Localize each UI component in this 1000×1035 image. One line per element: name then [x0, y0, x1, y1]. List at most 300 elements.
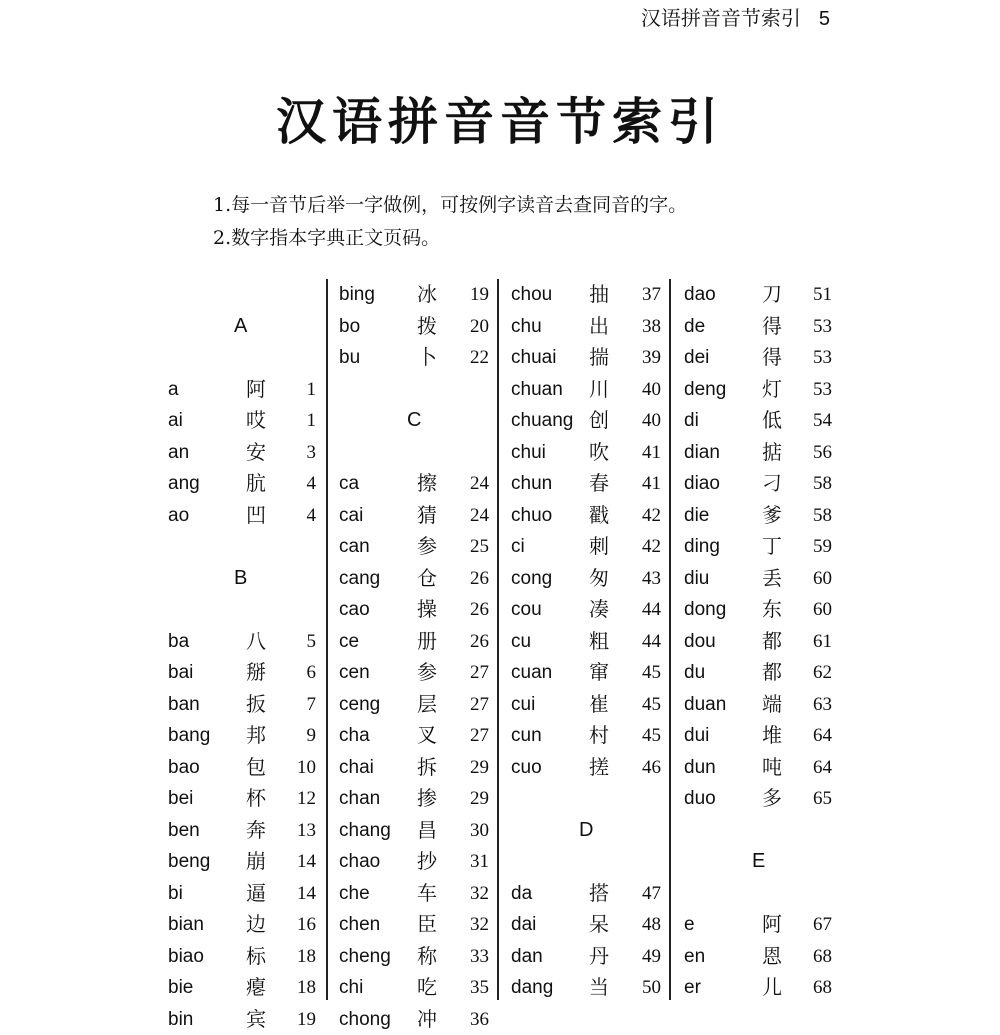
index-entry: [168, 972, 316, 1004]
index-entry: [168, 909, 316, 941]
index-column-1: [168, 279, 316, 1035]
syllable-pinyin: dou: [684, 626, 716, 658]
example-character: 吃: [417, 972, 437, 1004]
example-character: 恩: [762, 941, 782, 973]
page-reference: 32: [470, 878, 489, 910]
index-entry: [168, 405, 316, 437]
index-entry: [684, 311, 832, 343]
index-entry: [168, 752, 316, 784]
example-character: 刺: [589, 531, 609, 563]
page-reference: 32: [470, 909, 489, 941]
index-entry: [684, 437, 832, 469]
example-character: 擦: [417, 468, 437, 500]
syllable-pinyin: cha: [339, 720, 370, 752]
syllable-pinyin: en: [684, 941, 705, 973]
page-reference: 61: [813, 626, 832, 658]
example-character: 抽: [589, 279, 609, 311]
section-letter: C: [407, 405, 421, 437]
index-entry: [511, 531, 661, 563]
example-character: 窜: [589, 657, 609, 689]
syllable-pinyin: de: [684, 311, 705, 343]
spacer-row: [684, 815, 832, 847]
example-character: 崩: [246, 846, 266, 878]
syllable-pinyin: cai: [339, 500, 363, 532]
index-entry: [168, 626, 316, 658]
example-character: 得: [762, 311, 782, 343]
page-reference: 5: [307, 626, 317, 658]
example-character: 川: [589, 374, 609, 406]
index-entry: [511, 563, 661, 595]
spacer-row: [168, 531, 316, 563]
syllable-pinyin: dong: [684, 594, 726, 626]
example-character: 叉: [417, 720, 437, 752]
index-entry: [511, 657, 661, 689]
page-reference: 64: [813, 720, 832, 752]
index-entry: [168, 374, 316, 406]
syllable-pinyin: bie: [168, 972, 193, 1004]
page-reference: 42: [642, 531, 661, 563]
index-column-4: [684, 279, 832, 1004]
example-character: 扳: [246, 689, 266, 721]
example-character: 拨: [417, 311, 437, 343]
page-reference: 68: [813, 941, 832, 973]
index-entry: [168, 783, 316, 815]
page-reference: 6: [307, 657, 317, 689]
page-reference: 44: [642, 594, 661, 626]
page-reference: 16: [297, 909, 316, 941]
page-reference: 22: [470, 342, 489, 374]
index-entry: [684, 374, 832, 406]
example-character: 丹: [589, 941, 609, 973]
syllable-pinyin: chan: [339, 783, 380, 815]
page-reference: 9: [307, 720, 317, 752]
note-1: 1.每一音节后举一字做例，可按例字读音去查同音的字。: [213, 190, 687, 217]
syllable-pinyin: da: [511, 878, 532, 910]
page-reference: 25: [470, 531, 489, 563]
syllable-pinyin: duo: [684, 783, 716, 815]
page-reference: 38: [642, 311, 661, 343]
syllable-pinyin: chong: [339, 1004, 391, 1035]
example-character: 阿: [762, 909, 782, 941]
page-reference: 60: [813, 594, 832, 626]
index-entry: [511, 909, 661, 941]
syllable-pinyin: chai: [339, 752, 374, 784]
index-entry: [339, 752, 489, 784]
page-reference: 33: [470, 941, 489, 973]
spacer-row: [339, 437, 489, 469]
index-column-2: [339, 279, 489, 1035]
page-reference: 36: [470, 1004, 489, 1035]
page-reference: 24: [470, 468, 489, 500]
example-character: 操: [417, 594, 437, 626]
index-entry: [339, 720, 489, 752]
syllable-pinyin: ca: [339, 468, 359, 500]
syllable-pinyin: die: [684, 500, 709, 532]
example-character: 多: [762, 783, 782, 815]
index-entry: [684, 783, 832, 815]
index-entry: [168, 815, 316, 847]
page-reference: 49: [642, 941, 661, 973]
syllable-pinyin: dei: [684, 342, 709, 374]
index-entry: [684, 563, 832, 595]
page-reference: 44: [642, 626, 661, 658]
syllable-pinyin: biao: [168, 941, 204, 973]
index-entry: [339, 941, 489, 973]
page-reference: 58: [813, 468, 832, 500]
example-character: 车: [417, 878, 437, 910]
page-reference: 3: [307, 437, 317, 469]
page-reference: 67: [813, 909, 832, 941]
example-character: 搓: [589, 752, 609, 784]
page-reference: 63: [813, 689, 832, 721]
syllable-pinyin: che: [339, 878, 370, 910]
section-letter: B: [234, 563, 247, 595]
index-entry: [684, 752, 832, 784]
syllable-pinyin: bao: [168, 752, 200, 784]
syllable-pinyin: dang: [511, 972, 553, 1004]
page-reference: 27: [470, 689, 489, 721]
example-character: 吨: [762, 752, 782, 784]
example-character: 层: [417, 689, 437, 721]
page-reference: 14: [297, 878, 316, 910]
example-character: 戳: [589, 500, 609, 532]
syllable-pinyin: chuo: [511, 500, 552, 532]
example-character: 阿: [246, 374, 266, 406]
page-reference: 40: [642, 405, 661, 437]
syllable-pinyin: ding: [684, 531, 720, 563]
syllable-pinyin: cuan: [511, 657, 552, 689]
index-entry: [684, 342, 832, 374]
spacer-row: [168, 342, 316, 374]
page-reference: 35: [470, 972, 489, 1004]
syllable-pinyin: dian: [684, 437, 720, 469]
index-entry: [339, 846, 489, 878]
syllable-pinyin: dan: [511, 941, 543, 973]
example-character: 标: [246, 941, 266, 973]
example-character: 包: [246, 752, 266, 784]
syllable-pinyin: chui: [511, 437, 546, 469]
example-character: 卜: [417, 342, 437, 374]
page-reference: 45: [642, 657, 661, 689]
page-reference: 4: [307, 500, 317, 532]
note-2: 2.数字指本字典正文页码。: [213, 223, 440, 250]
example-character: 搭: [589, 878, 609, 910]
index-entry: [339, 279, 489, 311]
page-title: 汉语拼音音节索引: [0, 82, 1000, 154]
index-entry: [168, 657, 316, 689]
example-character: 都: [762, 626, 782, 658]
syllable-pinyin: beng: [168, 846, 210, 878]
page-reference: 26: [470, 563, 489, 595]
spacer-row: [511, 846, 661, 878]
column-divider: [497, 279, 499, 1000]
example-character: 参: [417, 657, 437, 689]
syllable-pinyin: diu: [684, 563, 709, 595]
page-reference: 4: [307, 468, 317, 500]
syllable-pinyin: bian: [168, 909, 204, 941]
page-reference: 41: [642, 468, 661, 500]
index-entry: [511, 500, 661, 532]
page-reference: 20: [470, 311, 489, 343]
syllable-pinyin: e: [684, 909, 695, 941]
index-entry: [168, 437, 316, 469]
page-reference: 19: [470, 279, 489, 311]
page-reference: 19: [297, 1004, 316, 1035]
syllable-pinyin: dui: [684, 720, 709, 752]
page-reference: 53: [813, 342, 832, 374]
page-reference: 13: [297, 815, 316, 847]
page-reference: 1: [307, 405, 317, 437]
syllable-pinyin: ai: [168, 405, 183, 437]
section-heading: [511, 815, 661, 847]
section-letter: A: [234, 311, 247, 343]
index-entry: [511, 752, 661, 784]
index-entry: [511, 689, 661, 721]
page-reference: 18: [297, 941, 316, 973]
index-entry: [339, 563, 489, 595]
syllable-pinyin: diao: [684, 468, 720, 500]
index-entry: [168, 500, 316, 532]
page-reference: 45: [642, 689, 661, 721]
syllable-pinyin: bei: [168, 783, 193, 815]
syllable-pinyin: ban: [168, 689, 200, 721]
index-entry: [684, 689, 832, 721]
syllable-pinyin: chou: [511, 279, 552, 311]
index-entry: [684, 909, 832, 941]
syllable-pinyin: ben: [168, 815, 200, 847]
example-character: 崔: [589, 689, 609, 721]
page-reference: 50: [642, 972, 661, 1004]
page-reference: 29: [470, 783, 489, 815]
example-character: 丁: [762, 531, 782, 563]
example-character: 春: [589, 468, 609, 500]
index-entry: [168, 941, 316, 973]
example-character: 吹: [589, 437, 609, 469]
example-character: 肮: [246, 468, 266, 500]
example-character: 丢: [762, 563, 782, 595]
example-character: 端: [762, 689, 782, 721]
page-reference: 30: [470, 815, 489, 847]
page-reference: 14: [297, 846, 316, 878]
spacer-row: [339, 374, 489, 406]
index-entry: [339, 972, 489, 1004]
page-reference: 43: [642, 563, 661, 595]
example-character: 瘪: [246, 972, 266, 1004]
syllable-pinyin: ba: [168, 626, 189, 658]
index-entry: [339, 311, 489, 343]
example-character: 凹: [246, 500, 266, 532]
index-entry: [168, 1004, 316, 1035]
page-reference: 40: [642, 374, 661, 406]
page-reference: 62: [813, 657, 832, 689]
page-reference: 7: [307, 689, 317, 721]
page-reference: 47: [642, 878, 661, 910]
index-entry: [168, 846, 316, 878]
index-entry: [684, 972, 832, 1004]
syllable-pinyin: chuang: [511, 405, 573, 437]
syllable-pinyin: bo: [339, 311, 360, 343]
example-character: 灯: [762, 374, 782, 406]
example-character: 爹: [762, 500, 782, 532]
syllable-pinyin: chao: [339, 846, 380, 878]
page-reference: 1: [307, 374, 317, 406]
syllable-pinyin: bai: [168, 657, 193, 689]
index-entry: [339, 689, 489, 721]
spacer-row: [511, 783, 661, 815]
page-reference: 68: [813, 972, 832, 1004]
page-reference: 45: [642, 720, 661, 752]
example-character: 仓: [417, 563, 437, 595]
example-character: 猜: [417, 500, 437, 532]
syllable-pinyin: di: [684, 405, 699, 437]
syllable-pinyin: chuai: [511, 342, 556, 374]
page-reference: 53: [813, 311, 832, 343]
example-character: 揣: [589, 342, 609, 374]
syllable-pinyin: a: [168, 374, 179, 406]
section-heading: [168, 563, 316, 595]
syllable-pinyin: dao: [684, 279, 716, 311]
index-entry: [511, 941, 661, 973]
example-character: 安: [246, 437, 266, 469]
example-character: 出: [589, 311, 609, 343]
example-character: 宾: [246, 1004, 266, 1035]
syllable-pinyin: bing: [339, 279, 375, 311]
example-character: 称: [417, 941, 437, 973]
index-entry: [511, 437, 661, 469]
syllable-pinyin: dun: [684, 752, 716, 784]
example-character: 匆: [589, 563, 609, 595]
spacer-row: [684, 878, 832, 910]
example-character: 凑: [589, 594, 609, 626]
page-reference: 56: [813, 437, 832, 469]
example-character: 冲: [417, 1004, 437, 1035]
index-entry: [339, 657, 489, 689]
index-entry: [684, 657, 832, 689]
syllable-pinyin: bi: [168, 878, 183, 910]
syllable-pinyin: cui: [511, 689, 535, 721]
index-entry: [511, 594, 661, 626]
example-character: 参: [417, 531, 437, 563]
index-entry: [339, 594, 489, 626]
syllable-pinyin: ceng: [339, 689, 380, 721]
column-divider: [669, 279, 671, 1000]
syllable-pinyin: chu: [511, 311, 542, 343]
page-reference: 12: [297, 783, 316, 815]
example-character: 哎: [246, 405, 266, 437]
syllable-pinyin: bin: [168, 1004, 193, 1035]
example-character: 册: [417, 626, 437, 658]
example-character: 掰: [246, 657, 266, 689]
index-entry: [339, 342, 489, 374]
index-entry: [684, 500, 832, 532]
spacer-row: [168, 279, 316, 311]
index-entry: [511, 311, 661, 343]
example-character: 臣: [417, 909, 437, 941]
page-reference: 51: [813, 279, 832, 311]
example-character: 村: [589, 720, 609, 752]
page-reference: 59: [813, 531, 832, 563]
index-entry: [684, 626, 832, 658]
example-character: 邦: [246, 720, 266, 752]
index-entry: [168, 878, 316, 910]
example-character: 堆: [762, 720, 782, 752]
page-reference: 65: [813, 783, 832, 815]
example-character: 掂: [762, 437, 782, 469]
index-entry: [168, 468, 316, 500]
index-entry: [339, 909, 489, 941]
syllable-pinyin: ci: [511, 531, 525, 563]
page-reference: 29: [470, 752, 489, 784]
syllable-pinyin: chen: [339, 909, 380, 941]
syllable-pinyin: deng: [684, 374, 726, 406]
page-reference: 37: [642, 279, 661, 311]
running-header-page-number: 5: [819, 8, 830, 30]
example-character: 得: [762, 342, 782, 374]
example-character: 创: [589, 405, 609, 437]
index-entry: [511, 878, 661, 910]
page-reference: 64: [813, 752, 832, 784]
example-character: 抄: [417, 846, 437, 878]
index-entry: [684, 468, 832, 500]
example-character: 低: [762, 405, 782, 437]
example-character: 刁: [762, 468, 782, 500]
index-entry: [511, 405, 661, 437]
syllable-pinyin: bang: [168, 720, 210, 752]
syllable-pinyin: dai: [511, 909, 536, 941]
index-entry: [684, 531, 832, 563]
index-entry: [684, 594, 832, 626]
syllable-pinyin: er: [684, 972, 701, 1004]
page-reference: 39: [642, 342, 661, 374]
example-character: 粗: [589, 626, 609, 658]
index-entry: [339, 783, 489, 815]
example-character: 奔: [246, 815, 266, 847]
syllable-pinyin: cu: [511, 626, 531, 658]
section-heading: [339, 405, 489, 437]
page-reference: 24: [470, 500, 489, 532]
index-entry: [684, 941, 832, 973]
example-character: 八: [246, 626, 266, 658]
section-heading: [168, 311, 316, 343]
example-character: 拆: [417, 752, 437, 784]
syllable-pinyin: can: [339, 531, 370, 563]
syllable-pinyin: chuan: [511, 374, 563, 406]
syllable-pinyin: duan: [684, 689, 726, 721]
syllable-pinyin: chun: [511, 468, 552, 500]
index-entry: [511, 279, 661, 311]
syllable-pinyin: ao: [168, 500, 189, 532]
example-character: 东: [762, 594, 782, 626]
syllable-pinyin: ang: [168, 468, 200, 500]
running-header: [641, 2, 830, 31]
index-entry: [339, 500, 489, 532]
section-letter: E: [752, 846, 765, 878]
syllable-pinyin: cen: [339, 657, 370, 689]
example-character: 边: [246, 909, 266, 941]
syllable-pinyin: ce: [339, 626, 359, 658]
example-character: 都: [762, 657, 782, 689]
page-reference: 42: [642, 500, 661, 532]
example-character: 儿: [762, 972, 782, 1004]
page-reference: 26: [470, 594, 489, 626]
page-reference: 27: [470, 720, 489, 752]
example-character: 逼: [246, 878, 266, 910]
page-reference: 41: [642, 437, 661, 469]
index-entry: [339, 1004, 489, 1035]
spacer-row: [168, 594, 316, 626]
syllable-pinyin: bu: [339, 342, 360, 374]
example-character: 杯: [246, 783, 266, 815]
